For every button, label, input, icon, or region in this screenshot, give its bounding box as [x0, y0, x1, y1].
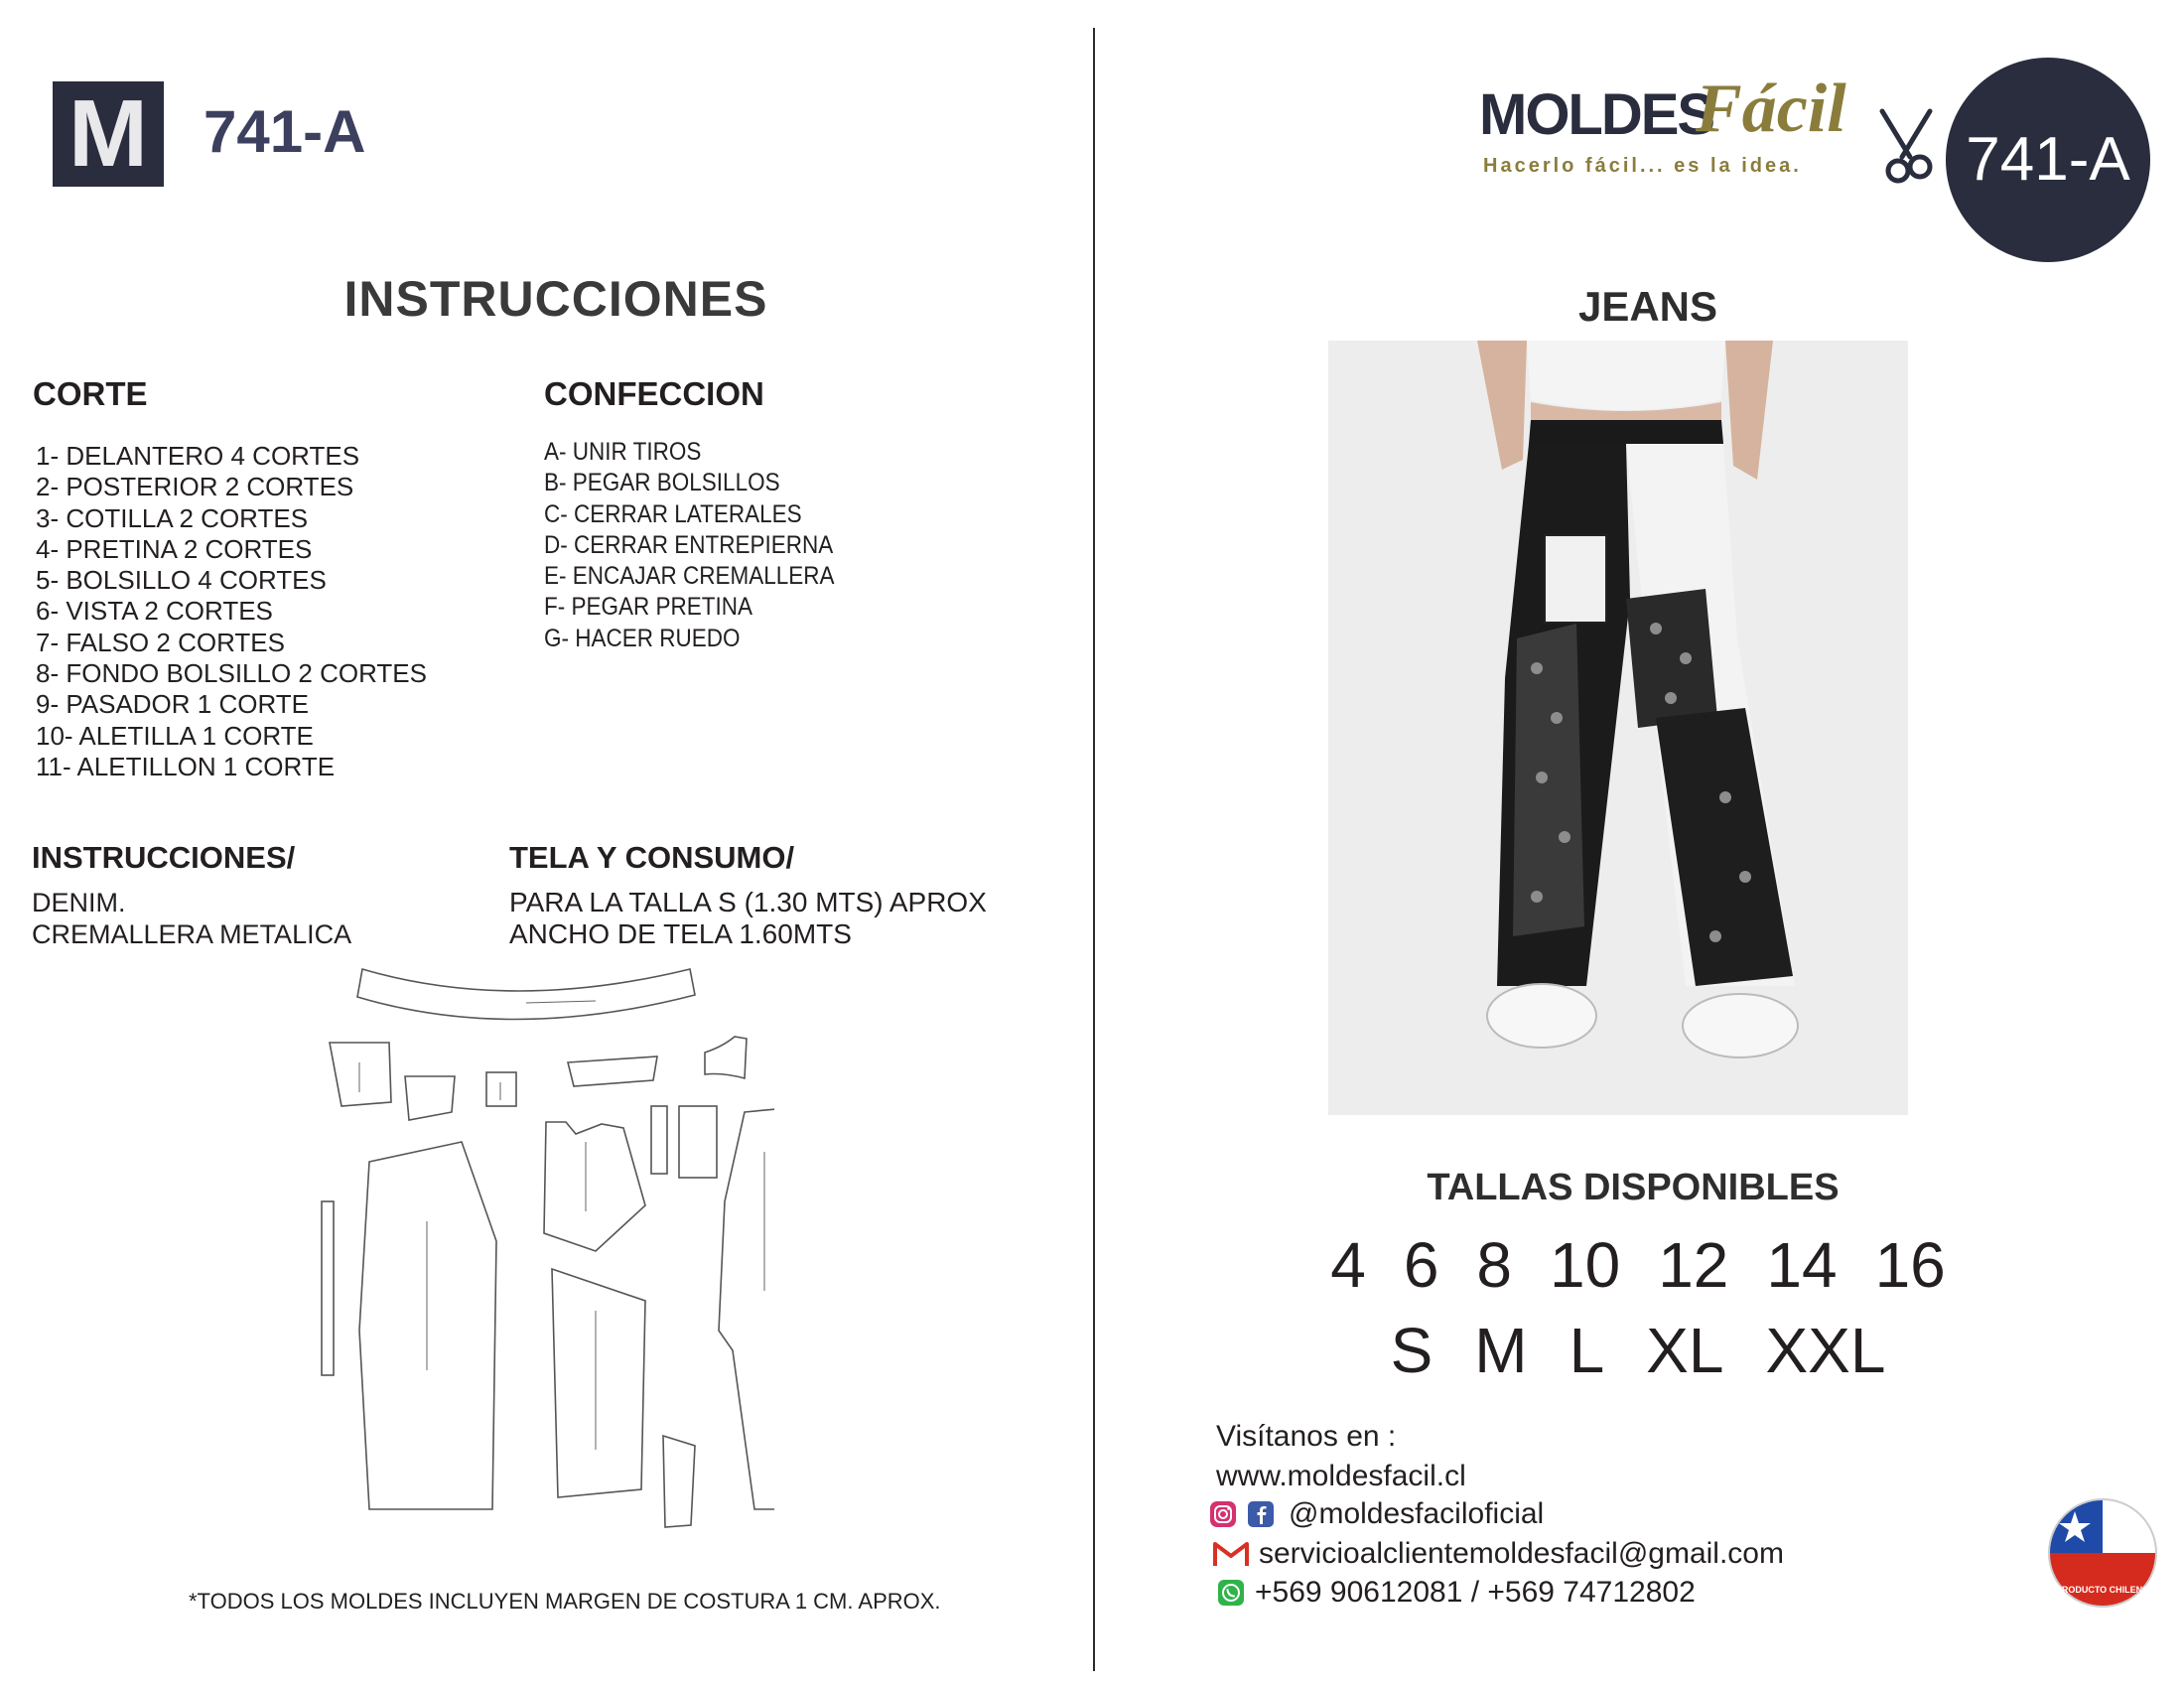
confeccion-list	[544, 437, 835, 654]
email-row	[1213, 1537, 1784, 1571]
confeccion-title: CONFECCION	[544, 375, 764, 412]
brand-name-part1: MOLDES	[1479, 82, 1714, 147]
brand-tagline: Hacerlo fácil... es la idea.	[1483, 155, 1802, 177]
list-item: 1- DELANTERO 4 CORTES	[36, 441, 360, 471]
size-option: 14	[1766, 1229, 1838, 1301]
tela-title: TELA Y CONSUMO/	[509, 840, 795, 875]
list-item: 6- VISTA 2 CORTES	[36, 596, 273, 627]
list-item: F- PEGAR PRETINA	[544, 593, 753, 622]
tela-line: ANCHO DE TELA 1.60MTS	[509, 918, 852, 949]
fly-piece	[705, 1037, 747, 1078]
brand-wordmark	[1479, 68, 1926, 187]
pattern-pieces-diagram	[298, 953, 774, 1549]
pocket-bag-piece-2	[679, 1106, 717, 1178]
sizes-alpha	[1310, 1314, 1966, 1387]
size-option: L	[1569, 1315, 1605, 1386]
product-title: JEANS	[1577, 283, 1718, 330]
list-item: 7- FALSO 2 CORTES	[36, 627, 285, 657]
pocket-piece	[330, 1043, 391, 1106]
list-item: E- ENCAJAR CREMALLERA	[544, 562, 835, 591]
materiales-text	[32, 887, 351, 950]
list-item: 4- PRETINA 2 CORTES	[36, 533, 313, 564]
list-item: 5- BOLSILLO 4 CORTES	[36, 565, 327, 596]
list-item: 8- FONDO BOLSILLO 2 CORTES	[36, 658, 427, 689]
size-option: XL	[1646, 1315, 1724, 1386]
badge-text: PRODUCTO CHILENO	[2055, 1585, 2150, 1595]
pattern-code: 741-A	[204, 98, 366, 165]
scissors-icon	[1876, 107, 1936, 187]
phone-numbers[interactable]: +569 90612081 / +569 74712802	[1255, 1576, 1696, 1609]
page-divider	[1093, 28, 1095, 1671]
page-title: INSTRUCCIONES	[343, 271, 768, 327]
sizes-title: TALLAS DISPONIBLES	[1427, 1167, 1840, 1208]
phone-row	[1217, 1576, 1696, 1610]
whatsapp-icon	[1217, 1579, 1245, 1607]
sizes-numeric	[1310, 1228, 1966, 1302]
footnote: *TODOS LOS MOLDES INCLUYEN MARGEN DE COSTURA 1 CM. APROX.	[189, 1589, 941, 1614]
fly-shield-piece	[322, 1201, 334, 1375]
size-option: 6	[1403, 1229, 1439, 1301]
brand-logo	[53, 81, 164, 187]
product-photo	[1328, 341, 1908, 1115]
size-option: XXL	[1765, 1315, 1886, 1386]
facing-piece	[568, 1056, 657, 1086]
brand-name-part2: Fácil	[1696, 70, 1846, 147]
email-address[interactable]: servicioalclientemoldesfacil@gmail.com	[1259, 1537, 1784, 1570]
gmail-icon	[1213, 1540, 1249, 1568]
corte-list	[36, 441, 427, 782]
list-item: B- PEGAR BOLSILLOS	[544, 469, 780, 497]
social-handle[interactable]: @moldesfaciloficial	[1289, 1497, 1545, 1530]
size-option: S	[1390, 1315, 1433, 1386]
size-option: 10	[1550, 1229, 1621, 1301]
list-item: 9- PASADOR 1 CORTE	[36, 689, 309, 720]
belt-loop-piece	[486, 1072, 516, 1106]
list-item: G- HACER RUEDO	[544, 624, 741, 652]
facebook-icon[interactable]	[1247, 1500, 1275, 1528]
front-leg-piece	[359, 1142, 496, 1509]
instagram-icon[interactable]	[1209, 1500, 1237, 1528]
list-item: 3- COTILLA 2 CORTES	[36, 502, 309, 533]
back-yoke-piece	[544, 1122, 645, 1251]
chile-flag-icon	[2047, 1497, 2158, 1609]
list-item: A- UNIR TIROS	[544, 438, 702, 466]
size-option: M	[1474, 1315, 1528, 1386]
materiales-line: DENIM.	[32, 888, 126, 917]
list-item: D- CERRAR ENTREPIERNA	[544, 530, 834, 559]
pocket-bag-piece	[651, 1106, 667, 1174]
size-option: 16	[1874, 1229, 1946, 1301]
corte-title: CORTE	[33, 375, 148, 412]
list-item: 2- POSTERIOR 2 CORTES	[36, 472, 354, 502]
size-option: 8	[1476, 1229, 1513, 1301]
visit-label: Visítanos en :	[1216, 1420, 1397, 1453]
small-panel-piece	[663, 1436, 695, 1527]
jeans-illustration	[1328, 341, 1908, 1115]
list-item: 11- ALETILLON 1 CORTE	[36, 751, 336, 781]
website-link[interactable]: www.moldesfacil.cl	[1216, 1460, 1466, 1492]
list-item: C- CERRAR LATERALES	[544, 499, 802, 528]
code-badge: 741-A	[1946, 58, 2150, 262]
list-item: 10- ALETILLA 1 CORTE	[36, 720, 314, 751]
size-option: 12	[1658, 1229, 1729, 1301]
lower-panel-piece	[552, 1269, 645, 1497]
social-row	[1209, 1497, 1544, 1531]
logo-letter: M	[68, 80, 148, 187]
materiales-title: INSTRUCCIONES/	[32, 840, 296, 875]
tela-line: PARA LA TALLA S (1.30 MTS) APROX	[509, 887, 987, 917]
size-option: 4	[1330, 1229, 1366, 1301]
back-leg-piece	[719, 1108, 774, 1509]
waistband-piece	[357, 969, 695, 1020]
materiales-line: CREMALLERA METALICA	[32, 919, 352, 949]
yoke-piece	[405, 1076, 455, 1120]
tela-text	[509, 887, 987, 950]
